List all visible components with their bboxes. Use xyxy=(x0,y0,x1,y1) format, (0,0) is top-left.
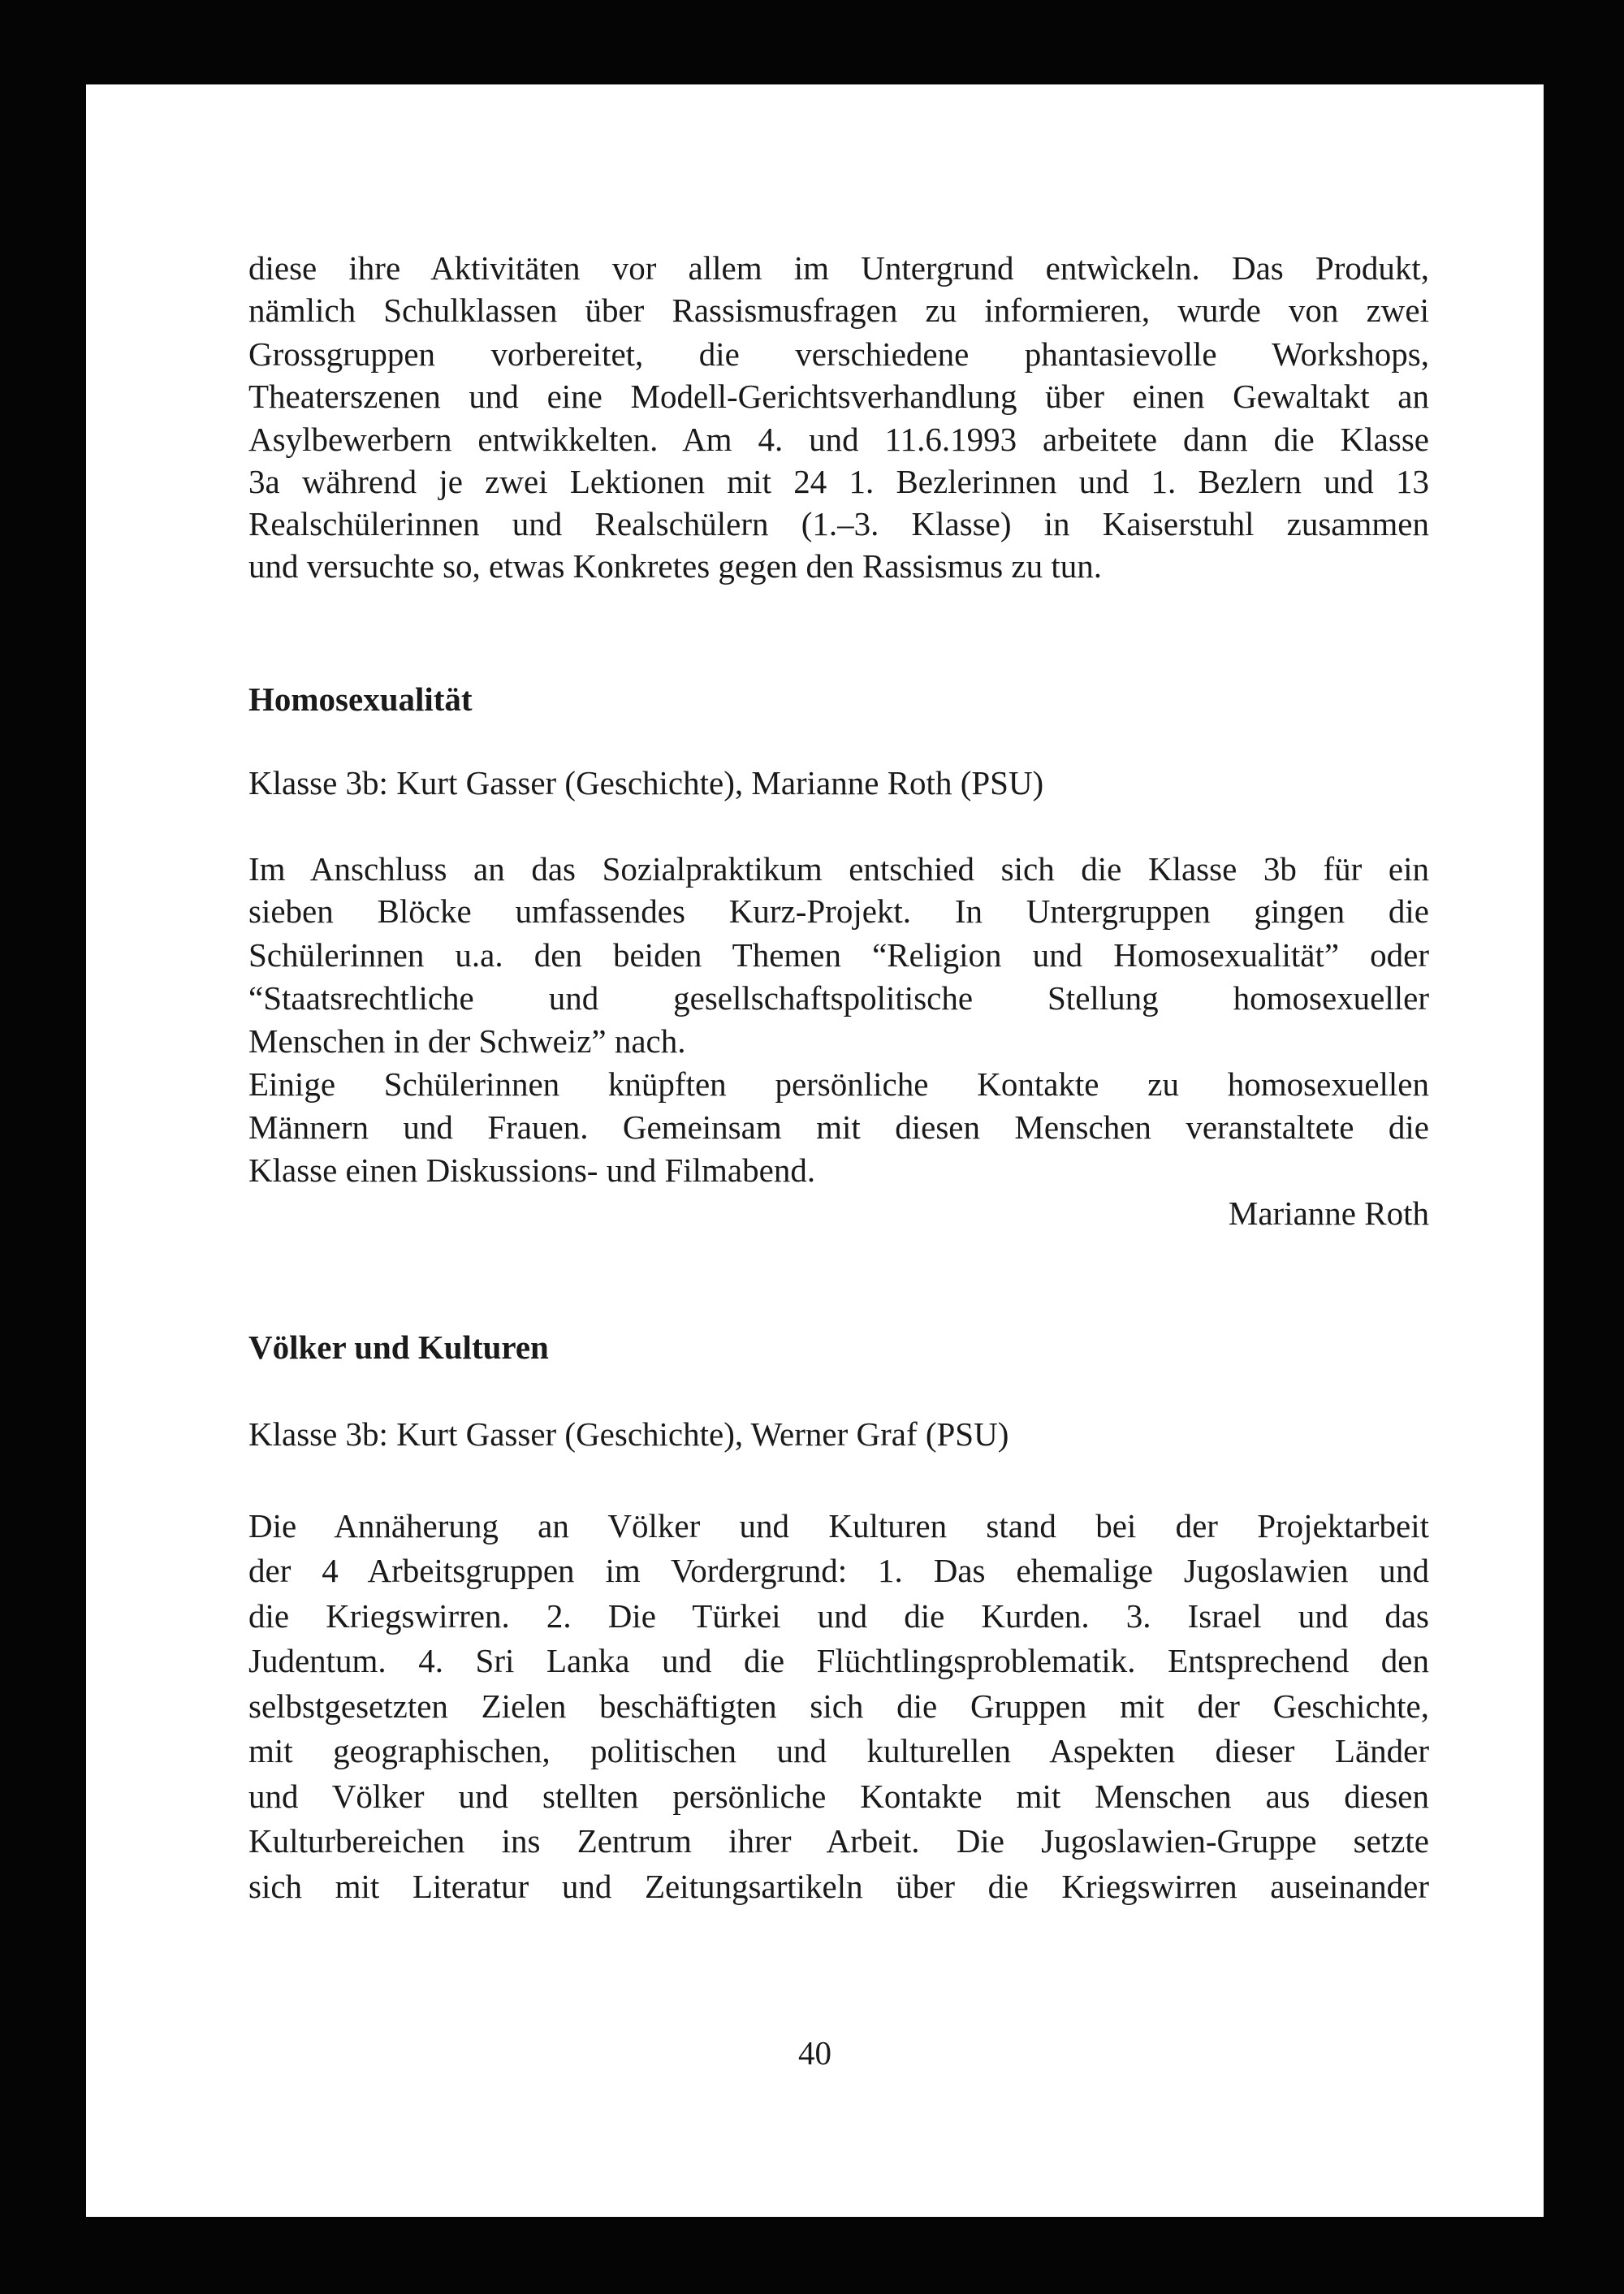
text-line: Realschülerinnen und Realschülern (1.–3. Klasse) in Kaiserstuhl zusammen xyxy=(248,505,1429,542)
text-line: Menschen in der Schweiz” nach. xyxy=(248,1022,686,1060)
text-line: sieben Blöcke umfassendes Kurz-Projekt. In Untergruppen gingen die xyxy=(248,892,1429,930)
text-line: sich mit Literatur und Zeitungsartikeln über die Kriegswirren auseinander xyxy=(248,1868,1429,1905)
text-line: und Völker und stellten persönliche Kontakte mit Menschen aus diesen xyxy=(248,1778,1429,1815)
class-line: Klasse 3b: Kurt Gasser (Geschichte), Marianne Roth (PSU) xyxy=(248,764,1044,801)
text-line: und versuchte so, etwas Konkretes gegen den Rassismus zu tun. xyxy=(248,547,1102,585)
text-line: Im Anschluss an das Sozialpraktikum entschied sich die Klasse 3b für ein xyxy=(248,850,1429,888)
text-line: nämlich Schulklassen über Rassismusfragen zu informieren, wurde von zwei xyxy=(248,292,1429,329)
text-line: Grossgruppen vorbereitet, die verschiedene phantasievolle Workshops, xyxy=(248,335,1429,373)
text-line: “Staatsrechtliche und gesellschaftspolitische Stellung homosexueller xyxy=(248,979,1429,1017)
text-line: selbstgesetzten Zielen beschäftigten sich die Gruppen mit der Geschichte, xyxy=(248,1687,1429,1725)
text-line: Männern und Frauen. Gemeinsam mit diesen Menschen veranstaltete die xyxy=(248,1108,1429,1146)
section-heading-homosexualitaet: Homosexualität xyxy=(248,680,473,718)
text-line: mit geographischen, politischen und kulturellen Aspekten dieser Länder xyxy=(248,1732,1429,1769)
author-signature: Marianne Roth xyxy=(1228,1195,1429,1232)
text-line: Kulturbereichen ins Zentrum ihrer Arbeit. Die Jugoslawien-Gruppe setzte xyxy=(248,1822,1429,1860)
text-line: Klasse einen Diskussions- und Filmabend. xyxy=(248,1151,816,1189)
text-line: Schülerinnen u.a. den beiden Themen “Religion und Homosexualität” oder xyxy=(248,936,1429,974)
text-line: Theaterszenen und eine Modell-Gerichtsverhandlung über einen Gewaltakt an xyxy=(248,378,1429,415)
text-line: Die Annäherung an Völker und Kulturen stand bei der Projektarbeit xyxy=(248,1507,1429,1544)
page-number: 40 xyxy=(798,2034,831,2072)
text-line: Einige Schülerinnen knüpften persönliche Kontakte zu homosexuellen xyxy=(248,1065,1429,1103)
section-heading-voelker: Völker und Kulturen xyxy=(248,1328,549,1366)
text-line: diese ihre Aktivitäten vor allem im Untergrund entwìckeln. Das Produkt, xyxy=(248,249,1429,287)
text-line: Asylbewerbern entwikkelten. Am 4. und 11.6.1993 arbeitete dann die Klasse xyxy=(248,421,1429,458)
text-line: Judentum. 4. Sri Lanka und die Flüchtlingsproblematik. Entsprechend den xyxy=(248,1642,1429,1679)
text-line: 3a während je zwei Lektionen mit 24 1. Bezlerinnen und 1. Bezlern und 13 xyxy=(248,463,1429,500)
text-line: der 4 Arbeitsgruppen im Vordergrund: 1. Das ehemalige Jugoslawien und xyxy=(248,1552,1429,1589)
class-line: Klasse 3b: Kurt Gasser (Geschichte), Werner Graf (PSU) xyxy=(248,1415,1009,1453)
document-page xyxy=(86,84,1544,2217)
text-line: die Kriegswirren. 2. Die Türkei und die Kurden. 3. Israel und das xyxy=(248,1597,1429,1635)
